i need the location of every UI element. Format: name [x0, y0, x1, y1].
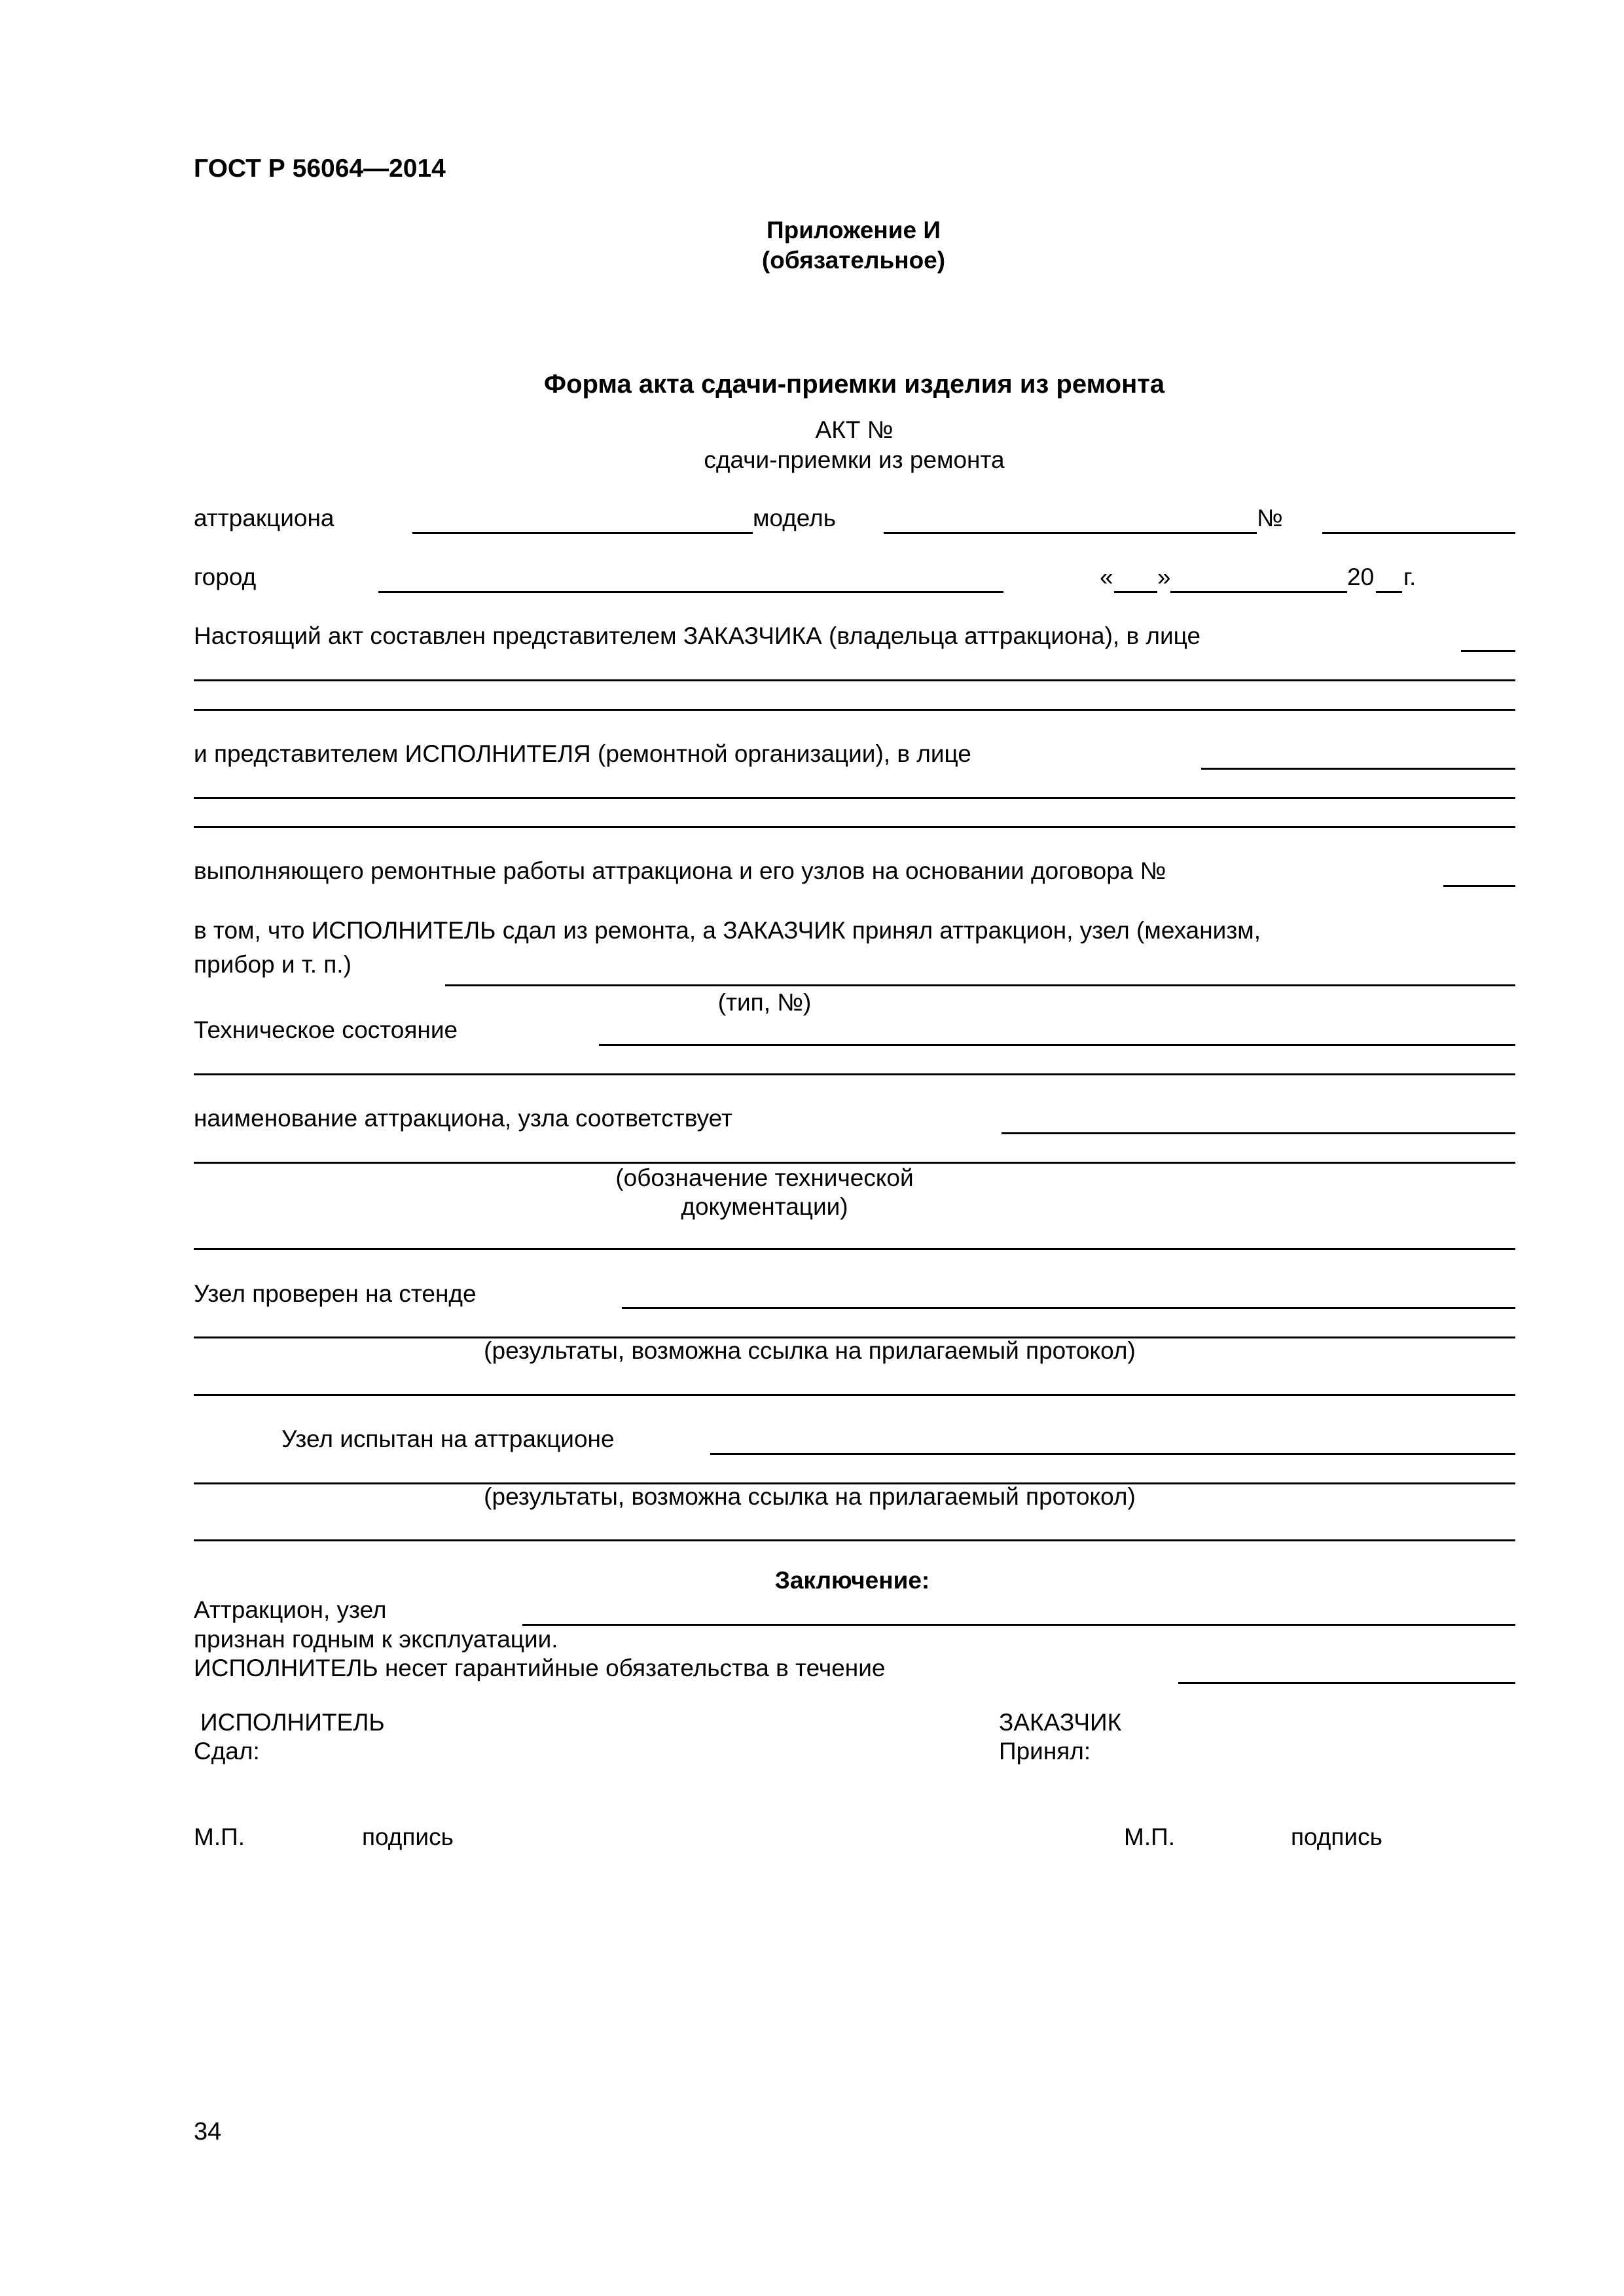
contractor-rep-line-3[interactable] [194, 826, 1515, 828]
tech-state-field-line[interactable] [599, 1044, 1515, 1046]
contractor-rep-line-2[interactable] [194, 797, 1515, 799]
conclusion-unit-label: Аттракцион, узел [194, 1596, 387, 1623]
handover-field-line[interactable] [445, 984, 1515, 986]
customer-rep-line-3[interactable] [194, 709, 1515, 711]
attraction-test-label: Узел испытан на аттракционе [281, 1426, 615, 1452]
conclusion-unit-field-line[interactable] [522, 1624, 1515, 1626]
handover-line-1: в том, что ИСПОЛНИТЕЛЬ сдал из ремонта, а ЗАКАЗЧИК принял аттракцион, узел (механизм, [194, 917, 1261, 944]
date-month-line[interactable] [1170, 591, 1347, 593]
contractor-action: Сдал: [194, 1738, 260, 1765]
customer-action: Принял: [999, 1738, 1091, 1765]
date-day-line[interactable] [1114, 591, 1157, 593]
bench-label: Узел проверен на стенде [194, 1280, 477, 1307]
customer-rep-field-line[interactable] [1461, 650, 1515, 652]
conformity-label: наименование аттракциона, узла соответствует [194, 1105, 732, 1132]
number-sign: № [1257, 505, 1283, 531]
standard-header: ГОСТ Р 56064—2014 [194, 154, 446, 183]
warranty-field-line[interactable] [1178, 1682, 1515, 1684]
city-field-line[interactable] [378, 591, 1003, 593]
contract-number-line[interactable] [1443, 885, 1515, 887]
year-suffix: г. [1403, 564, 1416, 590]
date-open-quote: « [1100, 564, 1113, 590]
results-hint-2: (результаты, возможна ссылка на прилагаемый протокол) [484, 1483, 1136, 1510]
customer-rep-text: Настоящий акт составлен представителем ЗАКАЗЧИКА (владельца аттракциона), в лице [194, 622, 1201, 649]
seal-right: М.П. [1124, 1823, 1175, 1850]
contract-text: выполняющего ремонтные работы аттракциона и его узлов на основании договора № [194, 857, 1166, 884]
signature-left: подпись [362, 1823, 454, 1850]
conclusion-heading: Заключение: [774, 1567, 930, 1594]
docs-hint-line-1: (обозначение технической [615, 1164, 914, 1191]
conformity-field-line[interactable] [1001, 1132, 1515, 1134]
contractor-title: ИСПОЛНИТЕЛЬ [200, 1709, 385, 1736]
number-field-line[interactable] [1322, 532, 1515, 534]
conclusion-fit-text: признан годным к эксплуатации. [194, 1626, 558, 1653]
attraction-test-field-line[interactable] [710, 1453, 1515, 1455]
bench-field-line[interactable] [622, 1307, 1515, 1309]
handover-line-2: прибор и т. п.) [194, 951, 352, 978]
contractor-rep-field-line[interactable] [1201, 768, 1515, 770]
attraction-field-line[interactable] [412, 532, 753, 534]
page-number: 34 [194, 2118, 222, 2145]
attraction-label: аттракциона [194, 505, 334, 531]
results-hint-1: (результаты, возможна ссылка на прилагаемый протокол) [484, 1337, 1136, 1364]
docs-hint-line-2: документации) [681, 1193, 848, 1220]
appendix-status: (обязательное) [761, 247, 946, 274]
act-number-label: АКТ № [815, 416, 893, 443]
type-hint: (тип, №) [717, 989, 812, 1016]
customer-title: ЗАКАЗЧИК [999, 1709, 1122, 1736]
customer-rep-line-2[interactable] [194, 679, 1515, 681]
city-label: город [194, 564, 257, 590]
contractor-rep-text: и представителем ИСПОЛНИТЕЛЯ (ремонтной организации), в лице [194, 740, 971, 767]
tech-state-label: Техническое состояние [194, 1016, 458, 1043]
date-year-line[interactable] [1376, 591, 1402, 593]
warranty-text: ИСПОЛНИТЕЛЬ несет гарантийные обязательства в течение [194, 1655, 886, 1681]
form-heading: Форма акта сдачи-приемки изделия из ремонта [543, 370, 1165, 399]
appendix-title: Приложение И [767, 217, 941, 243]
model-field-line[interactable] [884, 532, 1257, 534]
seal-left: М.П. [194, 1823, 245, 1850]
signature-right: подпись [1291, 1823, 1382, 1850]
model-label: модель [753, 505, 837, 531]
date-close-quote: » [1157, 564, 1171, 590]
act-subtitle: сдачи-приемки из ремонта [704, 446, 1005, 473]
docs-line[interactable] [194, 1248, 1515, 1250]
tech-state-line-2[interactable] [194, 1073, 1515, 1075]
bench-line-3[interactable] [194, 1394, 1515, 1396]
year-prefix: 20 [1347, 564, 1375, 590]
attraction-test-line-3[interactable] [194, 1539, 1515, 1541]
